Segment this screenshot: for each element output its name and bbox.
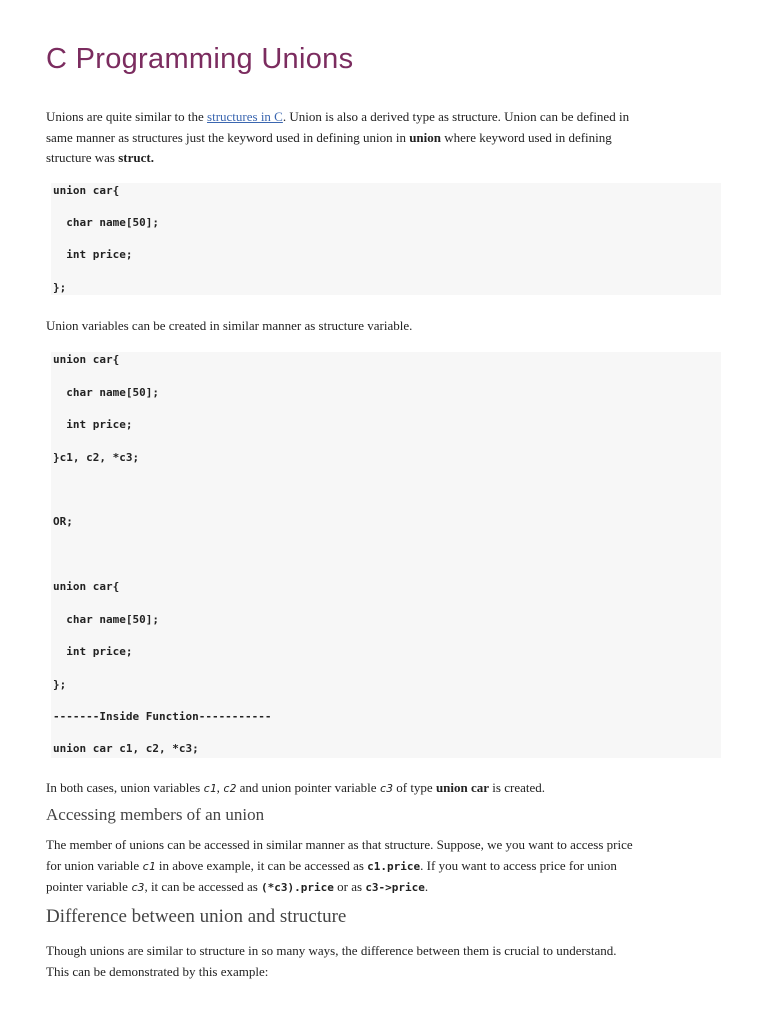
intro-text-3: same manner as structures just the keyword used in defining union in xyxy=(46,129,410,145)
text: of type xyxy=(392,780,436,795)
type-union-car: union car xyxy=(435,780,490,795)
intro-paragraph xyxy=(46,107,722,169)
structures-in-c-link[interactable]: structures in C xyxy=(207,109,283,124)
code-line: OR; xyxy=(53,515,73,528)
inline-code-c2: c2 xyxy=(223,782,237,795)
code-line: char name[50]; xyxy=(53,216,159,229)
intro-text-2: . Union is also a derived type as structure. Union can be defined in xyxy=(282,109,630,124)
code-line: int price; xyxy=(53,418,133,431)
union-variables-paragraph: Union variables can be created in similar manner as structure variable. xyxy=(46,318,413,333)
text: for union variable xyxy=(46,857,143,873)
difference-paragraph xyxy=(46,941,722,982)
inline-code-deref-price: (*c3).price xyxy=(261,881,334,894)
code-line: union car{ xyxy=(53,353,120,366)
text: and union pointer variable xyxy=(236,780,380,795)
text: This can be demonstrated by this example: xyxy=(46,963,269,979)
code-line: }; xyxy=(53,678,67,691)
code-line: union car{ xyxy=(53,184,120,197)
code-line: int price; xyxy=(53,248,133,261)
text: or as xyxy=(333,879,366,894)
both-cases-paragraph xyxy=(46,778,722,800)
text: The member of unions can be accessed in similar manner as that structure. Suppose, we you want to access price xyxy=(46,837,633,852)
inline-code-c1: c1 xyxy=(203,782,217,795)
text: , xyxy=(216,780,224,795)
page-title: C Programming Unions xyxy=(46,43,354,75)
text: in above example, it can be accessed as xyxy=(155,857,368,873)
inline-code-c1-price: c1.price xyxy=(367,859,421,873)
code-line: int price; xyxy=(53,645,133,658)
inline-code-c3: c3 xyxy=(379,782,393,795)
inline-code-arrow-price: c3->price xyxy=(365,881,425,894)
intro-text-5: structure was xyxy=(46,150,119,165)
code-line: union car c1, c2, *c3; xyxy=(53,742,199,755)
heading-difference: Difference between union and structure xyxy=(46,906,347,927)
code-line: }c1, c2, *c3; xyxy=(53,451,140,464)
text: Though unions are similar to structure in so many ways, the difference between them is crucial to understand. xyxy=(46,943,617,958)
code-line: char name[50]; xyxy=(53,386,159,399)
inline-code-c1: c1 xyxy=(142,859,156,873)
code-line: }; xyxy=(53,281,67,294)
intro-text-4: where keyword used in defining xyxy=(441,129,612,145)
struct-keyword: struct. xyxy=(118,150,154,165)
text: , it can be accessed as xyxy=(144,879,262,894)
code-line: char name[50]; xyxy=(53,613,159,626)
intro-text-1: Unions are quite similar to the xyxy=(46,109,208,124)
text: is created. xyxy=(489,780,545,795)
code-block-union-definition xyxy=(51,183,721,295)
inline-code-c3: c3 xyxy=(131,881,145,894)
union-keyword: union xyxy=(409,129,442,145)
heading-accessing-members: Accessing members of an union xyxy=(46,805,265,824)
code-block-union-variables xyxy=(51,352,721,758)
text: . xyxy=(424,879,429,894)
text: In both cases, union variables xyxy=(46,780,204,795)
accessing-members-paragraph xyxy=(46,835,722,899)
text: . If you want to access price for union xyxy=(420,857,617,873)
text: pointer variable xyxy=(46,879,132,894)
code-line: union car{ xyxy=(53,580,120,593)
code-line: -------Inside Function----------- xyxy=(53,710,272,723)
